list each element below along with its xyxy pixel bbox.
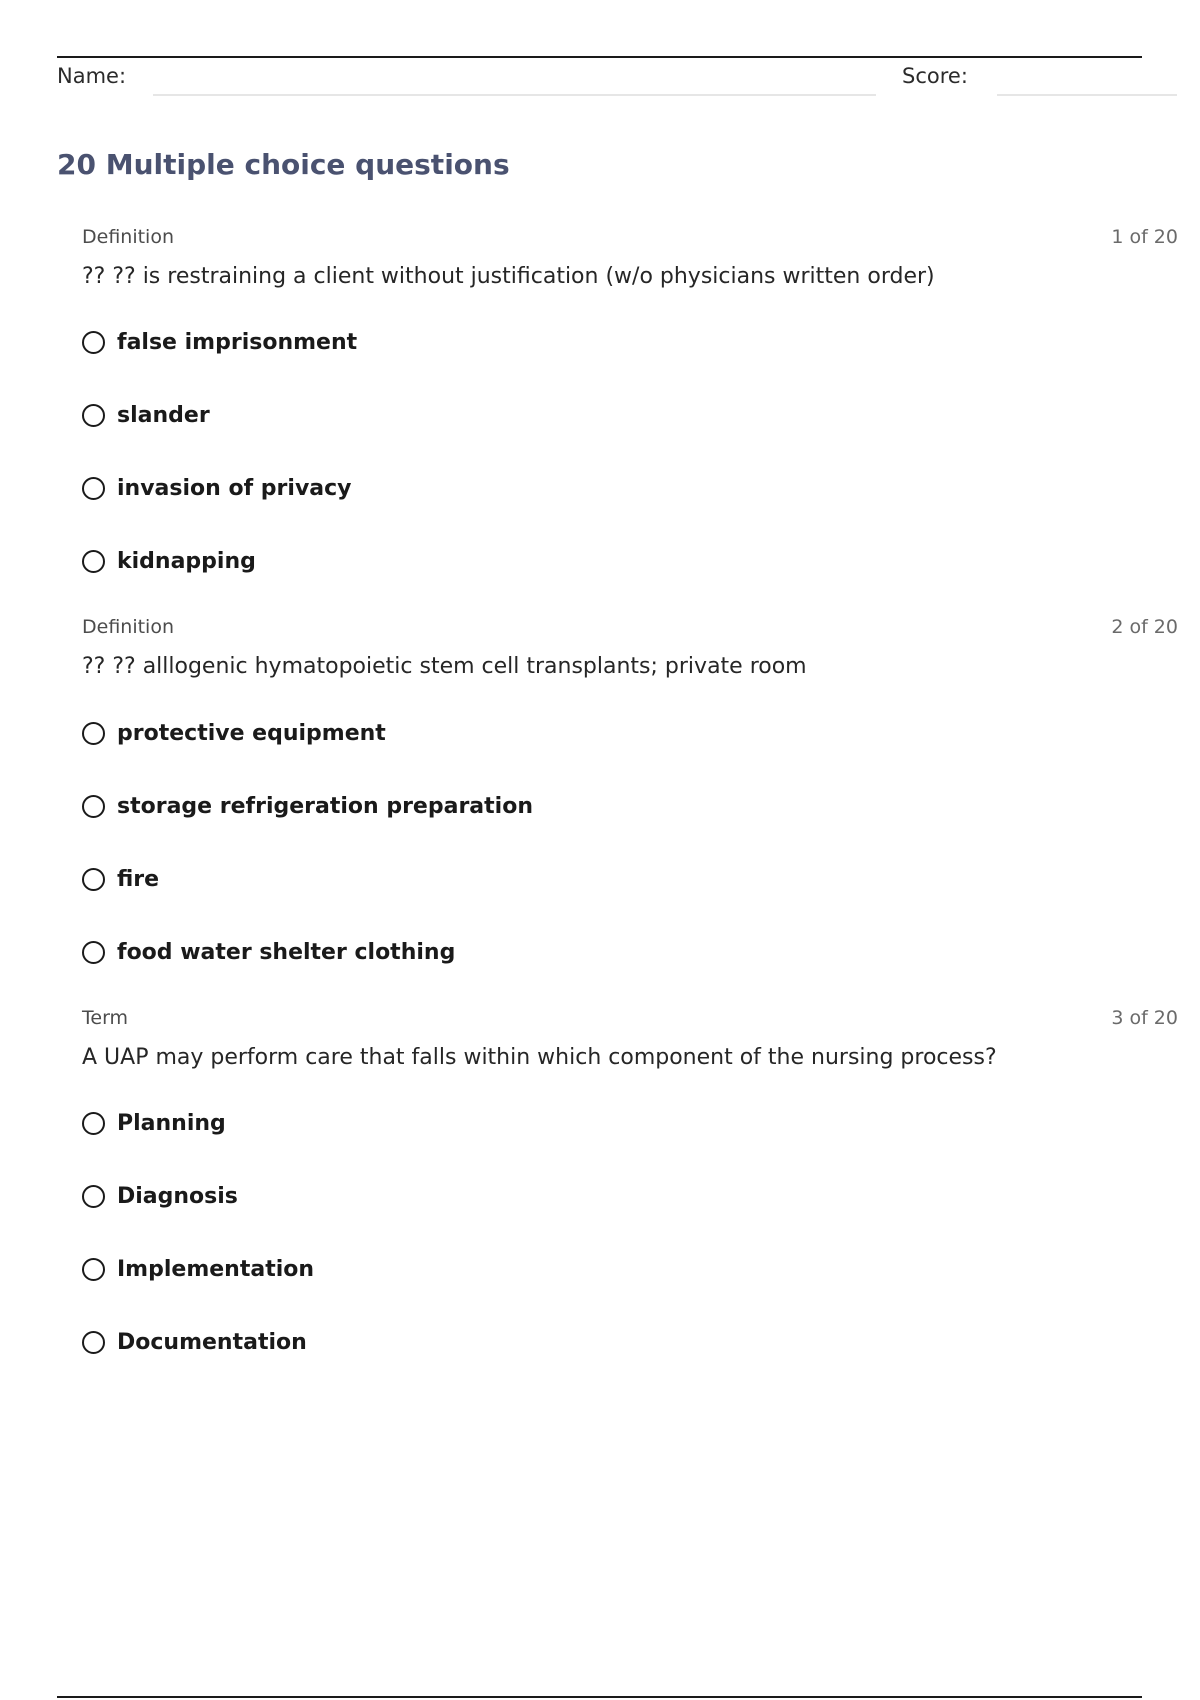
answer-option[interactable]	[82, 395, 210, 435]
bottom-rule	[57, 1696, 1142, 1698]
answer-option[interactable]	[82, 322, 357, 362]
answer-option[interactable]	[82, 786, 533, 826]
score-label: Score:	[902, 64, 968, 88]
radio-button[interactable]	[82, 477, 105, 500]
question-type: Definition	[82, 226, 175, 248]
answer-option[interactable]	[82, 932, 455, 972]
radio-button[interactable]	[82, 1331, 105, 1354]
answer-option[interactable]	[82, 1249, 314, 1289]
question-prompt: A UAP may perform care that falls within which component of the nursing process?	[82, 1045, 997, 1070]
answer-option-label: invasion of privacy	[117, 475, 352, 501]
radio-button[interactable]	[82, 331, 105, 354]
question-type: Term	[82, 1007, 129, 1029]
radio-button[interactable]	[82, 1185, 105, 1208]
answer-option-label: protective equipment	[117, 720, 386, 746]
answer-option-label: fire	[117, 866, 160, 892]
answer-option-label: Implementation	[117, 1256, 315, 1282]
radio-button[interactable]	[82, 550, 105, 573]
answer-option[interactable]	[82, 1103, 226, 1143]
answer-option[interactable]	[82, 1176, 238, 1216]
radio-button[interactable]	[82, 404, 105, 427]
radio-button[interactable]	[82, 795, 105, 818]
answer-option[interactable]	[82, 468, 352, 508]
score-field[interactable]	[997, 94, 1177, 96]
answer-option[interactable]	[82, 859, 159, 899]
top-rule	[57, 56, 1142, 58]
question-counter: 3 of 20	[1111, 1007, 1178, 1029]
answer-option-label: slander	[117, 402, 210, 428]
radio-button[interactable]	[82, 941, 105, 964]
answer-option-label: kidnapping	[117, 548, 256, 574]
question-counter: 2 of 20	[1111, 616, 1178, 638]
radio-button[interactable]	[82, 722, 105, 745]
question-type: Definition	[82, 616, 175, 638]
answer-option-label: Planning	[117, 1110, 226, 1136]
radio-button[interactable]	[82, 1112, 105, 1135]
answer-option-label: Documentation	[117, 1329, 307, 1355]
question-prompt: ?? ?? is restraining a client without justification (w/o physicians written order)	[82, 264, 935, 289]
question-prompt: ?? ?? alllogenic hymatopoietic stem cell transplants; private room	[82, 654, 807, 679]
answer-option[interactable]	[82, 1322, 307, 1362]
answer-option[interactable]	[82, 713, 386, 753]
answer-option-label: false imprisonment	[117, 329, 358, 355]
question-counter: 1 of 20	[1111, 226, 1178, 248]
name-label: Name:	[57, 64, 127, 88]
name-field[interactable]	[153, 94, 876, 96]
answer-option-label: Diagnosis	[117, 1183, 238, 1209]
answer-option-label: food water shelter clothing	[117, 939, 456, 965]
radio-button[interactable]	[82, 868, 105, 891]
answer-option[interactable]	[82, 541, 256, 581]
answer-option-label: storage refrigeration preparation	[117, 793, 533, 819]
quiz-title: 20 Multiple choice questions	[57, 148, 510, 181]
radio-button[interactable]	[82, 1258, 105, 1281]
